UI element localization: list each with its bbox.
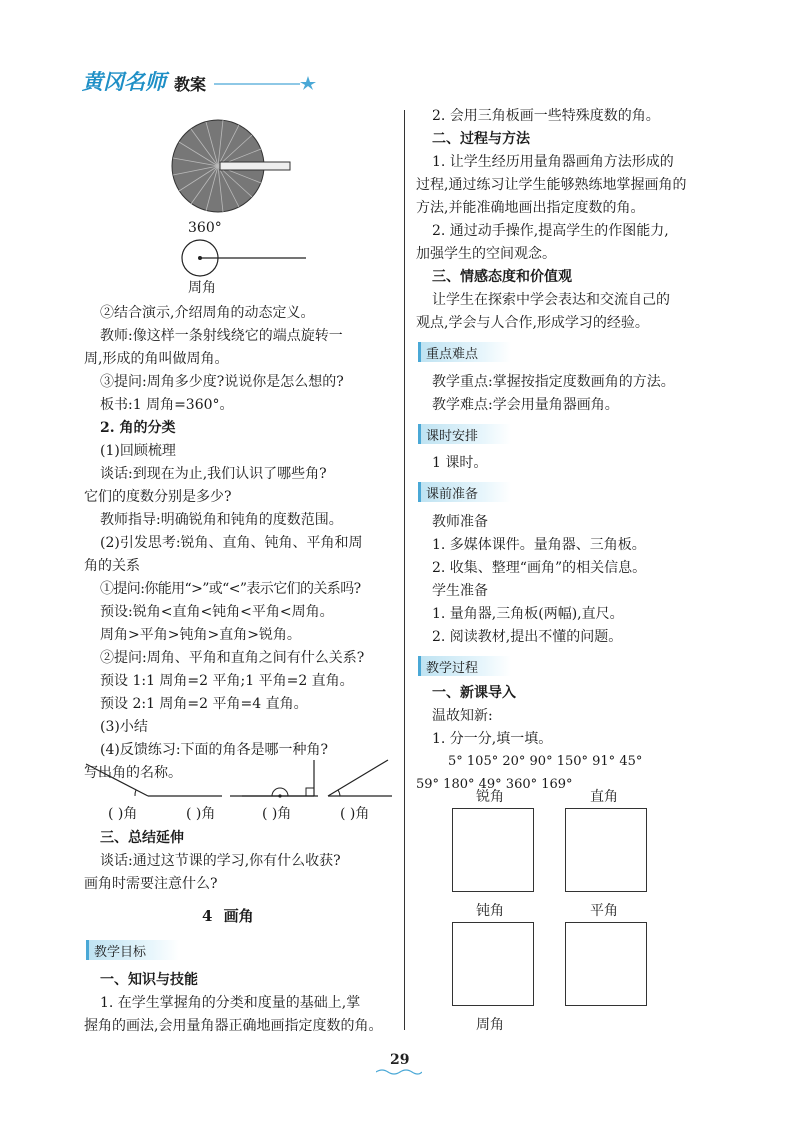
box-right[interactable]	[565, 808, 647, 892]
prep-line-5: 2. 阅读教材,提出不懂的问题。	[432, 629, 623, 645]
tag-class-hours	[418, 424, 508, 444]
prep-line-1: 1. 多媒体课件。量角器、三角板。	[432, 537, 646, 553]
header-line-star-icon	[214, 74, 324, 90]
prep-line-0: 教师准备	[432, 514, 488, 530]
summary-line-0: 谈话:通过这节课的学习,你有什么收获?	[100, 853, 341, 869]
tag-preparation-label: 课前准备	[426, 487, 479, 502]
box-label-straight: 平角	[590, 903, 618, 919]
left-line-18: (3)小结	[100, 719, 148, 735]
acute-angle-figure	[326, 758, 396, 800]
full-angle-diagram	[180, 238, 310, 278]
left-line-15: ②提问:周角、平角和直角之间有什么关系?	[100, 650, 365, 666]
angle-blank-3: ( )角	[262, 806, 292, 822]
process-line-0: 1. 让学生经历用量角器画角方法形成的	[432, 154, 674, 170]
page-number-wave-icon	[376, 1068, 422, 1076]
box-label-right: 直角	[590, 789, 618, 805]
fig-360-label: 360°	[188, 220, 222, 236]
degrees-row-1: 5° 105° 20° 90° 150° 91° 45°	[448, 754, 643, 769]
prep-line-2: 2. 收集、整理“画角”的相关信息。	[432, 560, 647, 576]
process-line-4: 加强学生的空间观念。	[416, 246, 556, 262]
prep-line-3: 学生准备	[432, 583, 488, 599]
page-number: 29	[390, 1052, 410, 1068]
left-line-11: 角的关系	[84, 558, 140, 574]
tag-class-hours-label: 课时安排	[426, 429, 479, 444]
left-line-2: 周,形成的角叫做周角。	[84, 351, 229, 367]
angle-blank-4: ( )角	[340, 806, 370, 822]
tag-key-points	[418, 342, 508, 362]
left-line-19: (4)反馈练习:下面的角各是哪一种角?	[100, 742, 329, 758]
emotion-heading: 三、情感态度和价值观	[432, 269, 572, 285]
hours-line: 1 课时。	[432, 455, 488, 471]
summary-heading: 三、总结延伸	[100, 830, 184, 846]
process-line-2: 方法,并能准确地画出指定度数的角。	[416, 200, 645, 216]
tag-teaching-process	[418, 656, 508, 676]
task-line: 1. 分一分,填一填。	[432, 731, 553, 747]
left-line-1: 教师:像这样一条射线绕它的端点旋转一	[100, 328, 343, 344]
tag-preparation	[418, 482, 508, 502]
box-label-acute: 锐角	[476, 789, 504, 805]
emotion-line-1: 观点,学会与人合作,形成学习的经验。	[416, 315, 649, 331]
left-line-12: ①提问:你能用“>”或“<”表示它们的关系吗?	[100, 581, 361, 597]
box-obtuse[interactable]	[452, 922, 534, 1006]
left-line-13: 预设:锐角<直角<钝角<平角<周角。	[100, 604, 334, 620]
summary-line-1: 画角时需要注意什么?	[84, 876, 218, 892]
box-label-obtuse: 钝角	[476, 903, 504, 919]
lesson-title: 4 画角	[202, 907, 254, 925]
box-straight[interactable]	[565, 922, 647, 1006]
fig-caption: 周角	[188, 280, 216, 296]
degrees-row-2: 59° 180° 49° 360° 169°	[416, 777, 573, 792]
emotion-line-0: 让学生在探索中学会表达和交流自己的	[432, 292, 670, 308]
header-brand: 黄冈名师	[82, 70, 166, 94]
process-line-1: 过程,通过练习让学生能够熟练地掌握画角的	[416, 177, 687, 193]
prep-line-4: 1. 量角器,三角板(两幅),直尺。	[432, 606, 624, 622]
left-line-10: (2)引发思考:锐角、直角、钝角、平角和周	[100, 535, 363, 551]
column-divider	[404, 110, 405, 1030]
left-line-4: 板书:1 周角=360°。	[100, 397, 234, 413]
box-acute[interactable]	[452, 808, 534, 892]
left-line-9: 教师指导:明确锐角和钝角的度数范围。	[100, 512, 343, 528]
straight-angle-figure	[240, 770, 320, 800]
left-line-7: 谈话:到现在为止,我们认识了哪些角?	[100, 466, 327, 482]
tag-teaching-process-label: 教学过程	[426, 661, 479, 676]
left-line-20: 写出角的名称。	[84, 765, 182, 781]
key-line-0: 教学重点:掌握按指定度数画角的方法。	[432, 374, 675, 390]
box-label-full: 周角	[476, 1017, 504, 1033]
tag-key-points-label: 重点难点	[426, 347, 479, 362]
knowledge-line-1: 握角的画法,会用量角器正确地画指定度数的角。	[84, 1018, 383, 1034]
angle-blank-2: ( )角	[186, 806, 216, 822]
tag-teaching-goals-label: 教学目标	[94, 945, 147, 960]
right-top-line-0: 2. 会用三角板画一些特殊度数的角。	[432, 108, 660, 124]
warm-line: 温故知新:	[432, 708, 493, 724]
header-sub: 教案	[174, 75, 207, 94]
full-angle-fan-figure	[168, 118, 298, 222]
key-line-1: 教学难点:学会用量角器画角。	[432, 397, 619, 413]
process-line-3: 2. 通过动手操作,提高学生的作图能力,	[432, 223, 669, 239]
left-line-3: ③提问:周角多少度?说说你是怎么想的?	[100, 374, 344, 390]
left-line-5: 2. 角的分类	[100, 420, 176, 436]
left-line-8: 它们的度数分别是多少?	[84, 489, 232, 505]
left-line-14: 周角>平角>钝角>直角>锐角。	[100, 627, 301, 643]
process-heading: 二、过程与方法	[432, 131, 530, 147]
tag-teaching-goals	[86, 940, 176, 960]
left-line-16: 预设 1:1 周角=2 平角;1 平角=2 直角。	[100, 673, 354, 689]
knowledge-line-0: 1. 在学生掌握角的分类和度量的基础上,掌	[100, 995, 361, 1011]
left-line-17: 预设 2:1 周角=2 平角=4 直角。	[100, 696, 308, 712]
knowledge-heading: 一、知识与技能	[100, 972, 198, 988]
angle-blank-1: ( )角	[108, 806, 138, 822]
left-line-6: (1)回顾梳理	[100, 443, 176, 459]
left-line-0: ②结合演示,介绍周角的动态定义。	[100, 305, 315, 321]
intro-heading: 一、新课导入	[432, 685, 516, 701]
